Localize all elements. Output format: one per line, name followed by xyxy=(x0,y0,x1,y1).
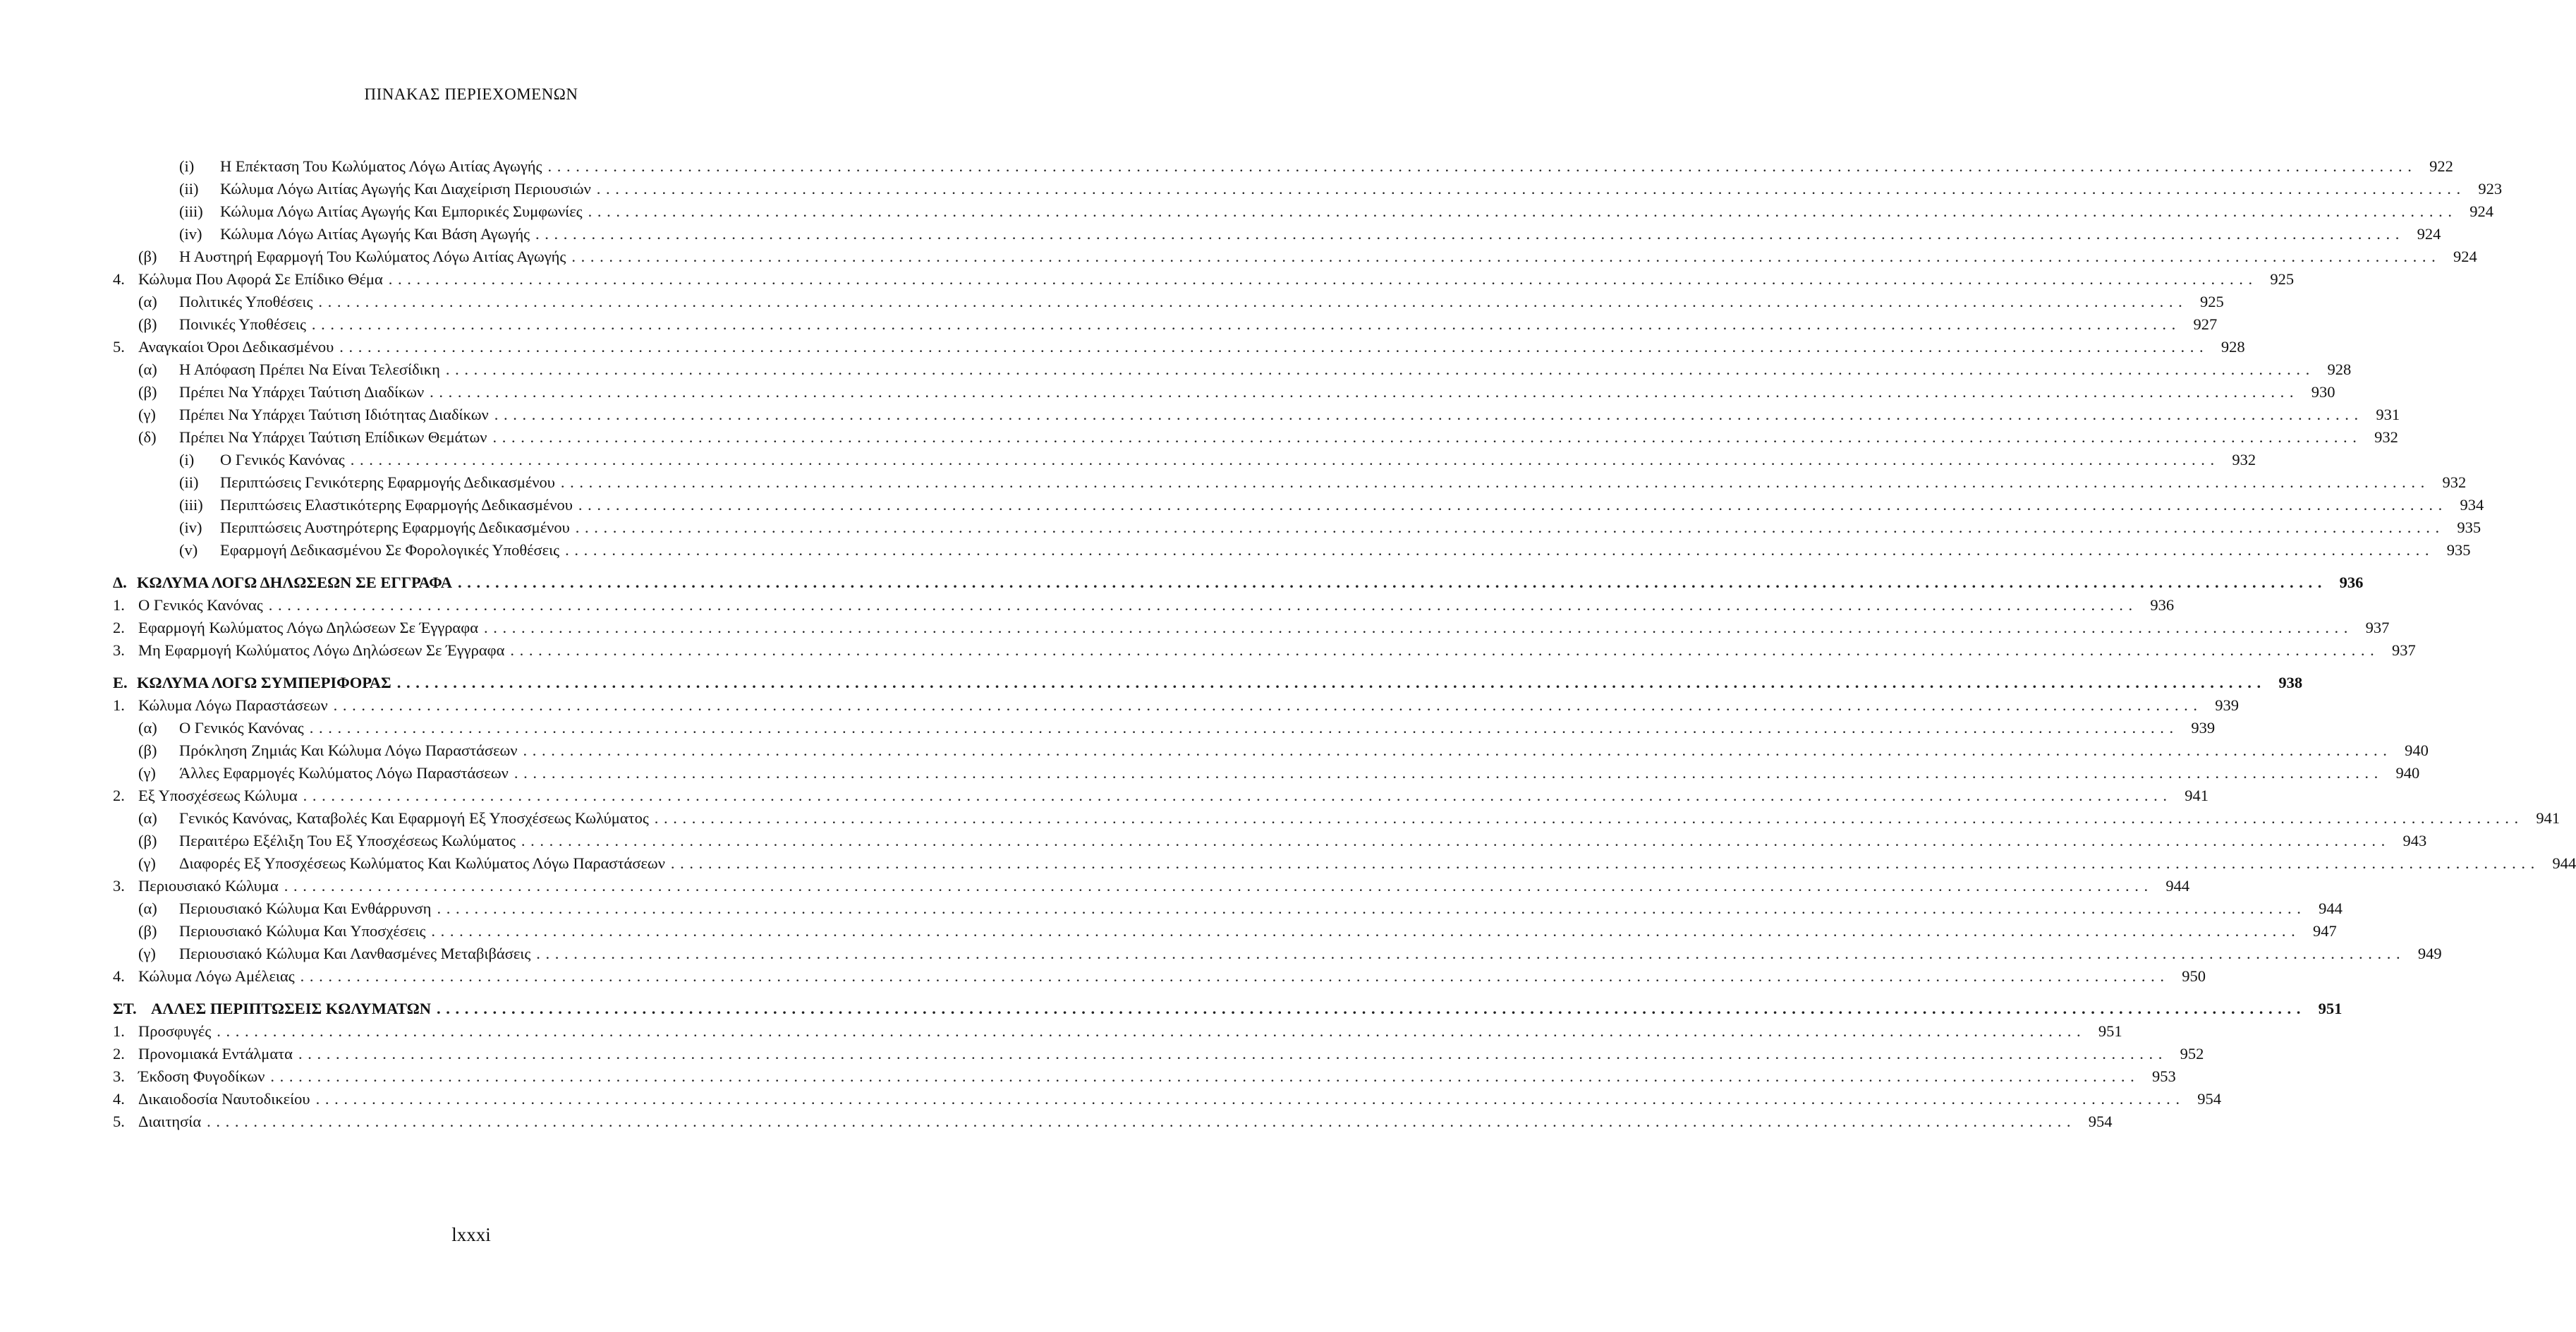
toc-entry xyxy=(113,291,2224,313)
dot-leader: . . . . . . . . . . . . . . . . . . . . . . . . . . . . . . . . . . . . . . . . . . . . . . . . . . . . . . . . . . . . . . . . . . . . . . . . . . . . . . . . . . . . . . . . . . . . . . . . . . . . . . . . . . . . . . . . . . . . . . . . . . . . . . . . . . . . . . . . . . . . . . . . . . . . . . . . . . . . . . . . . . . . . . . . . . . . . . . . . . . . . . . . . . . . . . . . . . . . . . . . xyxy=(492,428,2357,446)
toc-entry-title: Περαιτέρω Εξέλιξη Του Εξ Υποσχέσεως Κωλύματος xyxy=(179,832,516,849)
toc-entry-number: (β) xyxy=(138,741,157,759)
dot-leader: . . . . . . . . . . . . . . . . . . . . . . . . . . . . . . . . . . . . . . . . . . . . . . . . . . . . . . . . . . . . . . . . . . . . . . . . . . . . . . . . . . . . . . . . . . . . . . . . . . . . . . . . . . . . . . . . . . . . . . . . . . . . . . . . . . . . . . . . . . . . . . . . . . . . . . . . . . . . . . . . . . . . . . . . . . . . . . . . . . . . . . . . . . . . . . . . . . . . . . . . xyxy=(339,338,2204,356)
dot-leader: . . . . . . . . . . . . . . . . . . . . . . . . . . . . . . . . . . . . . . . . . . . . . . . . . . . . . . . . . . . . . . . . . . . . . . . . . . . . . . . . . . . . . . . . . . . . . . . . . . . . . . . . . . . . . . . . . . . . . . . . . . . . . . . . . . . . . . . . . . . . . . . . . . . . . . . . . . . . . . . . . . . . . . . . . . . . . . . . . . . . . . . . . . . . . . . . . . . . . . . . xyxy=(445,361,2311,378)
toc-entry-title: Εφαρμογή Κωλύματος Λόγω Δηλώσεων Σε Έγγραφα xyxy=(138,619,478,636)
toc-entry-page: 937 xyxy=(2392,641,2416,659)
toc-entry-number: 3. xyxy=(113,641,125,659)
toc-entry-page: 934 xyxy=(2460,496,2484,514)
toc-entry-title: Κώλυμα Λόγω Αιτίας Αγωγής Και Βάση Αγωγής xyxy=(220,225,530,243)
toc-entry-page: 949 xyxy=(2417,945,2442,962)
toc-entry-number: 5. xyxy=(113,1113,125,1130)
toc-entry-number: 1. xyxy=(113,1022,125,1040)
toc-entry xyxy=(113,155,2453,178)
dot-leader: . . . . . . . . . . . . . . . . . . . . . . . . . . . . . . . . . . . . . . . . . . . . . . . . . . . . . . . . . . . . . . . . . . . . . . . . . . . . . . . . . . . . . . . . . . . . . . . . . . . . . . . . . . . . . . . . . . . . . . . . . . . . . . . . . . . . . . . . . . . . . . . . . . . . . . . . . . . . . . . . . . . . . . . . . . . . . . . . . . . . . . . . . . . . . . . . . . . . . . . . xyxy=(484,619,2349,636)
toc-entry-number: Δ. xyxy=(113,574,127,591)
toc-entry-title: Περιουσιακό Κώλυμα xyxy=(138,877,279,895)
toc-entry-number: (β) xyxy=(138,383,157,401)
toc-entry-page: 944 xyxy=(2165,877,2190,895)
toc-entry-number: (α) xyxy=(138,809,157,827)
toc-entry-title: Περιουσιακό Κώλυμα Και Ενθάρρυνση xyxy=(179,900,432,917)
toc-entry-number: (γ) xyxy=(138,945,156,962)
toc-entry-number: (v) xyxy=(179,541,198,559)
dot-leader: . . . . . . . . . . . . . . . . . . . . . . . . . . . . . . . . . . . . . . . . . . . . . . . . . . . . . . . . . . . . . . . . . . . . . . . . . . . . . . . . . . . . . . . . . . . . . . . . . . . . . . . . . . . . . . . . . . . . . . . . . . . . . . . . . . . . . . . . . . . . . . . . . . . . . . . . . . . . . . . . . . . . . . . . . . . . . . . . . . . . . . . . . . . . . . . . . . . . . . . . xyxy=(350,451,2216,468)
toc-entry-number: (iv) xyxy=(179,519,202,536)
toc-entry-page: 947 xyxy=(2313,922,2337,940)
toc-entry-title: Εξ Υποσχέσεως Κώλυμα xyxy=(138,787,298,804)
toc-entry-title: Εφαρμογή Δεδικασμένου Σε Φορολογικές Υποθέσεις xyxy=(220,541,560,559)
toc-entry-number: (iii) xyxy=(179,496,203,514)
toc-entry-page: 936 xyxy=(2150,596,2175,614)
toc-entry-number: Ε. xyxy=(113,674,128,691)
dot-leader: . . . . . . . . . . . . . . . . . . . . . . . . . . . . . . . . . . . . . . . . . . . . . . . . . . . . . . . . . . . . . . . . . . . . . . . . . . . . . . . . . . . . . . . . . . . . . . . . . . . . . . . . . . . . . . . . . . . . . . . . . . . . . . . . . . . . . . . . . . . . . . . . . . . . . . . . . . . . . . . . . . . . . . . . . . . . . . . . . . . . . . . . . . . . . . . . . . . . . . . . xyxy=(318,293,2183,310)
dot-leader: . . . . . . . . . . . . . . . . . . . . . . . . . . . . . . . . . . . . . . . . . . . . . . . . . . . . . . . . . . . . . . . . . . . . . . . . . . . . . . . . . . . . . . . . . . . . . . . . . . . . . . . . . . . . . . . . . . . . . . . . . . . . . . . . . . . . . . . . . . . . . . . . . . . . . . . . . . . . . . . . . . . . . . . . . . . . . . . . . . . . . . . . . . . . . . . . . . . . . . . . xyxy=(300,967,2165,985)
toc-entry xyxy=(113,178,2503,200)
toc-entry-title: Κώλυμα Λόγω Αιτίας Αγωγής Και Εμπορικές Συμφωνίες xyxy=(220,202,583,220)
toc-entry-title: Κώλυμα Λόγω Παραστάσεων xyxy=(138,696,328,714)
table-of-contents xyxy=(113,155,2576,1133)
toc-entry-number: (ii) xyxy=(179,180,199,198)
dot-leader: . . . . . . . . . . . . . . . . . . . . . . . . . . . . . . . . . . . . . . . . . . . . . . . . . . . . . . . . . . . . . . . . . . . . . . . . . . . . . . . . . . . . . . . . . . . . . . . . . . . . . . . . . . . . . . . . . . . . . . . . . . . . . . . . . . . . . . . . . . . . . . . . . . . . . . . . . . . . . . . . . . . . . . . . . . . . . . . . . . . . . . . . . . . . . . . . . . . . . . . . xyxy=(315,1090,2180,1108)
dot-leader: . . . . . . . . . . . . . . . . . . . . . . . . . . . . . . . . . . . . . . . . . . . . . . . . . . . . . . . . . . . . . . . . . . . . . . . . . . . . . . . . . . . . . . . . . . . . . . . . . . . . . . . . . . . . . . . . . . . . . . . . . . . . . . . . . . . . . . . . . . . . . . . . . . . . . . . . . . . . . . . . . . . . . . . . . . . . . . . . . . . . . . . . . . . . . . . . . . . . . . . . xyxy=(535,225,2400,243)
dot-leader: . . . . . . . . . . . . . . . . . . . . . . . . . . . . . . . . . . . . . . . . . . . . . . . . . . . . . . . . . . . . . . . . . . . . . . . . . . . . . . . . . . . . . . . . . . . . . . . . . . . . . . . . . . . . . . . . . . . . . . . . . . . . . . . . . . . . . . . . . . . . . . . . . . . . . . . . . . . . . . . . . . . . . . . . . . . . . . . . . . . . . . . . . . . . . . . . . . . . . . . . xyxy=(670,854,2536,872)
toc-entry xyxy=(113,358,2352,381)
dot-leader: . . . . . . . . . . . . . . . . . . . . . . . . . . . . . . . . . . . . . . . . . . . . . . . . . . . . . . . . . . . . . . . . . . . . . . . . . . . . . . . . . . . . . . . . . . . . . . . . . . . . . . . . . . . . . . . . . . . . . . . . . . . . . . . . . . . . . . . . . . . . . . . . . . . . . . . . . . . . . . . . . . . . . . . . . . . . . . . . . . . . . . . . . . . . . . . . . . . . . . . . xyxy=(431,922,2296,940)
toc-entry-title: Πρέπει Να Υπάρχει Ταύτιση Διαδίκων xyxy=(179,383,425,401)
toc-entry xyxy=(113,1110,2113,1133)
toc-entry xyxy=(113,426,2398,449)
toc-entry-title: Περιπτώσεις Αυστηρότερης Εφαρμογής Δεδικασμένου xyxy=(220,519,570,536)
toc-entry-number: 4. xyxy=(113,270,125,288)
toc-entry-page: 924 xyxy=(2469,202,2493,220)
toc-entry-number: (γ) xyxy=(138,854,156,872)
toc-entry-number: 1. xyxy=(113,696,125,714)
toc-entry-page: 932 xyxy=(2442,473,2467,491)
toc-section-heading xyxy=(113,672,2303,694)
toc-entry-title: Κώλυμα Λόγω Αιτίας Αγωγής Και Διαχείριση Περιουσιών xyxy=(220,180,591,198)
toc-entry xyxy=(113,639,2416,662)
toc-entry-page: 943 xyxy=(2402,832,2427,849)
toc-entry-number: (β) xyxy=(138,248,157,265)
toc-entry-page: 935 xyxy=(2457,519,2481,536)
toc-entry-page: 928 xyxy=(2327,361,2352,378)
toc-entry-page: 950 xyxy=(2182,967,2206,985)
toc-entry-number: 2. xyxy=(113,787,125,804)
toc-entry-number: 3. xyxy=(113,1067,125,1085)
toc-entry-page: 951 xyxy=(2318,1000,2343,1017)
toc-entry xyxy=(113,830,2427,852)
dot-leader: . . . . . . . . . . . . . . . . . . . . . . . . . . . . . . . . . . . . . . . . . . . . . . . . . . . . . . . . . . . . . . . . . . . . . . . . . . . . . . . . . . . . . . . . . . . . . . . . . . . . . . . . . . . . . . . . . . . . . . . . . . . . . . . . . . . . . . . . . . . . . . . . . . . . . . . . . . . . . . . . . . . . . . . . . . . . . . . . . . . . . . . . . . . . . . . . . . . . . . . . xyxy=(458,574,2323,591)
toc-entry xyxy=(113,965,2206,988)
toc-entry-page: 936 xyxy=(2339,574,2364,591)
toc-entry-title: Ο Γενικός Κανόνας xyxy=(220,451,345,468)
toc-entry xyxy=(113,717,2216,739)
toc-entry-page: 953 xyxy=(2152,1067,2176,1085)
toc-entry-number: (α) xyxy=(138,293,157,310)
toc-entry-number: (γ) xyxy=(138,406,156,423)
toc-entry-title: Διαφορές Εξ Υποσχέσεως Κωλύματος Και Κωλύματος Λόγω Παραστάσεων xyxy=(179,854,665,872)
toc-entry-number: (β) xyxy=(138,315,157,333)
toc-entry-title: Πρέπει Να Υπάρχει Ταύτιση Επίδικων Θεμάτων xyxy=(179,428,487,446)
toc-entry-title: ΚΩΛΥΜΑ ΛΟΓΩ ΣΥΜΠΕΡΙΦΟΡΑΣ xyxy=(137,674,391,691)
dot-leader: . . . . . . . . . . . . . . . . . . . . . . . . . . . . . . . . . . . . . . . . . . . . . . . . . . . . . . . . . . . . . . . . . . . . . . . . . . . . . . . . . . . . . . . . . . . . . . . . . . . . . . . . . . . . . . . . . . . . . . . . . . . . . . . . . . . . . . . . . . . . . . . . . . . . . . . . . . . . . . . . . . . . . . . . . . . . . . . . . . . . . . . . . . . . . . . . . . . . . . . . xyxy=(588,202,2453,220)
toc-entry-number: (i) xyxy=(179,451,195,468)
dot-leader: . . . . . . . . . . . . . . . . . . . . . . . . . . . . . . . . . . . . . . . . . . . . . . . . . . . . . . . . . . . . . . . . . . . . . . . . . . . . . . . . . . . . . . . . . . . . . . . . . . . . . . . . . . . . . . . . . . . . . . . . . . . . . . . . . . . . . . . . . . . . . . . . . . . . . . . . . . . . . . . . . . . . . . . . . . . . . . . . . . . . . . . . . . . . . . . . . . . . . . . . xyxy=(217,1022,2082,1040)
toc-entry-title: Πρέπει Να Υπάρχει Ταύτιση Ιδιότητας Διαδίκων xyxy=(179,406,489,423)
dot-leader: . . . . . . . . . . . . . . . . . . . . . . . . . . . . . . . . . . . . . . . . . . . . . . . . . . . . . . . . . . . . . . . . . . . . . . . . . . . . . . . . . . . . . . . . . . . . . . . . . . . . . . . . . . . . . . . . . . . . . . . . . . . . . . . . . . . . . . . . . . . . . . . . . . . . . . . . . . . . . . . . . . . . . . . . . . . . . . . . . . . . . . . . . . . . . . . . . . . . . . . . xyxy=(333,696,2198,714)
toc-entry-number: (iii) xyxy=(179,202,203,220)
toc-entry-page: 925 xyxy=(2270,270,2295,288)
dot-leader: . . . . . . . . . . . . . . . . . . . . . . . . . . . . . . . . . . . . . . . . . . . . . . . . . . . . . . . . . . . . . . . . . . . . . . . . . . . . . . . . . . . . . . . . . . . . . . . . . . . . . . . . . . . . . . . . . . . . . . . . . . . . . . . . . . . . . . . . . . . . . . . . . . . . . . . . . . . . . . . . . . . . . . . . . . . . . . . . . . . . . . . . . . . . . . . . . . . . . . . . xyxy=(268,596,2134,614)
toc-entry-page: 944 xyxy=(2552,854,2576,872)
dot-leader: . . . . . . . . . . . . . . . . . . . . . . . . . . . . . . . . . . . . . . . . . . . . . . . . . . . . . . . . . . . . . . . . . . . . . . . . . . . . . . . . . . . . . . . . . . . . . . . . . . . . . . . . . . . . . . . . . . . . . . . . . . . . . . . . . . . . . . . . . . . . . . . . . . . . . . . . . . . . . . . . . . . . . . . . . . . . . . . . . . . . . . . . . . . . . . . . . . . . . . . . xyxy=(536,945,2401,962)
toc-entry-title: Διαιτησία xyxy=(138,1113,202,1130)
toc-entry-page: 932 xyxy=(2232,451,2256,468)
toc-entry-title: Πρόκληση Ζημιάς Και Κώλυμα Λόγω Παραστάσεων xyxy=(179,741,518,759)
toc-entry-page: 935 xyxy=(2446,541,2471,559)
toc-entry xyxy=(113,1020,2122,1043)
page-title: ΠΙΝΑΚΑΣ ΠΕΡΙΕΧΟΜΕΝΩΝ xyxy=(364,85,578,103)
toc-entry-page: 924 xyxy=(2453,248,2477,265)
toc-entry-number: 5. xyxy=(113,338,125,356)
toc-entry-number: 2. xyxy=(113,1045,125,1062)
toc-entry-number: 4. xyxy=(113,1090,125,1108)
dot-leader: . . . . . . . . . . . . . . . . . . . . . . . . . . . . . . . . . . . . . . . . . . . . . . . . . . . . . . . . . . . . . . . . . . . . . . . . . . . . . . . . . . . . . . . . . . . . . . . . . . . . . . . . . . . . . . . . . . . . . . . . . . . . . . . . . . . . . . . . . . . . . . . . . . . . . . . . . . . . . . . . . . . . . . . . . . . . . . . . . . . . . . . . . . . . . . . . . . . . . . . . xyxy=(596,180,2462,198)
toc-entry-title: Μη Εφαρμογή Κωλύματος Λόγω Δηλώσεων Σε Έγγραφα xyxy=(138,641,505,659)
toc-entry-page: 928 xyxy=(2220,338,2245,356)
toc-entry xyxy=(113,694,2239,717)
toc-entry xyxy=(113,494,2484,516)
dot-leader: . . . . . . . . . . . . . . . . . . . . . . . . . . . . . . . . . . . . . . . . . . . . . . . . . . . . . . . . . . . . . . . . . . . . . . . . . . . . . . . . . . . . . . . . . . . . . . . . . . . . . . . . . . . . . . . . . . . . . . . . . . . . . . . . . . . . . . . . . . . . . . . . . . . . . . . . . . . . . . . . . . . . . . . . . . . . . . . . . . . . . . . . . . . . . . . . . . . . . . . . xyxy=(298,1045,2163,1062)
toc-entry-title: Περιπτώσεις Ελαστικότερης Εφαρμογής Δεδικασμένου xyxy=(220,496,573,514)
toc-entry-number: 4. xyxy=(113,967,125,985)
toc-entry-number: (α) xyxy=(138,719,157,737)
toc-entry xyxy=(113,471,2467,494)
toc-entry xyxy=(113,785,2209,807)
toc-entry-number: ΣΤ. xyxy=(113,1000,137,1017)
toc-entry xyxy=(113,875,2190,897)
dot-leader: . . . . . . . . . . . . . . . . . . . . . . . . . . . . . . . . . . . . . . . . . . . . . . . . . . . . . . . . . . . . . . . . . . . . . . . . . . . . . . . . . . . . . . . . . . . . . . . . . . . . . . . . . . . . . . . . . . . . . . . . . . . . . . . . . . . . . . . . . . . . . . . . . . . . . . . . . . . . . . . . . . . . . . . . . . . . . . . . . . . . . . . . . . . . . . . . . . . . . . . . xyxy=(565,541,2430,559)
toc-entry xyxy=(113,381,2335,404)
dot-leader: . . . . . . . . . . . . . . . . . . . . . . . . . . . . . . . . . . . . . . . . . . . . . . . . . . . . . . . . . . . . . . . . . . . . . . . . . . . . . . . . . . . . . . . . . . . . . . . . . . . . . . . . . . . . . . . . . . . . . . . . . . . . . . . . . . . . . . . . . . . . . . . . . . . . . . . . . . . . . . . . . . . . . . . . . . . . . . . . . . . . . . . . . . . . . . . . . . . . . . . . xyxy=(396,674,2262,691)
dot-leader: . . . . . . . . . . . . . . . . . . . . . . . . . . . . . . . . . . . . . . . . . . . . . . . . . . . . . . . . . . . . . . . . . . . . . . . . . . . . . . . . . . . . . . . . . . . . . . . . . . . . . . . . . . . . . . . . . . . . . . . . . . . . . . . . . . . . . . . . . . . . . . . . . . . . . . . . . . . . . . . . . . . . . . . . . . . . . . . . . . . . . . . . . . . . . . . . . . . . . . . . xyxy=(303,787,2168,804)
toc-entry xyxy=(113,943,2442,965)
toc-entry-page: 930 xyxy=(2311,383,2335,401)
toc-entry xyxy=(113,516,2481,539)
toc-entry-title: Γενικός Κανόνας, Καταβολές Και Εφαρμογή Εξ Υποσχέσεως Κωλύματος xyxy=(179,809,649,827)
toc-entry-title: Ο Γενικός Κανόνας xyxy=(179,719,304,737)
toc-entry-title: Η Αυστηρή Εφαρμογή Του Κωλύματος Λόγω Αιτίας Αγωγής xyxy=(179,248,566,265)
toc-entry-number: 3. xyxy=(113,877,125,895)
toc-entry-page: 940 xyxy=(2405,741,2429,759)
toc-entry-number: (γ) xyxy=(138,764,156,782)
toc-entry xyxy=(113,1065,2176,1088)
toc-entry-page: 937 xyxy=(2365,619,2390,636)
toc-entry-page: 939 xyxy=(2215,696,2239,714)
toc-entry xyxy=(113,617,2390,639)
toc-entry-title: Περιπτώσεις Γενικότερης Εφαρμογής Δεδικασμένου xyxy=(220,473,555,491)
toc-entry-page: 954 xyxy=(2197,1090,2221,1108)
toc-entry-title: Ο Γενικός Κανόνας xyxy=(138,596,263,614)
toc-entry xyxy=(113,246,2477,268)
toc-entry xyxy=(113,539,2471,562)
toc-entry-title: Περιουσιακό Κώλυμα Και Υποσχέσεις xyxy=(179,922,426,940)
toc-entry-number: (δ) xyxy=(138,428,157,446)
dot-leader: . . . . . . . . . . . . . . . . . . . . . . . . . . . . . . . . . . . . . . . . . . . . . . . . . . . . . . . . . . . . . . . . . . . . . . . . . . . . . . . . . . . . . . . . . . . . . . . . . . . . . . . . . . . . . . . . . . . . . . . . . . . . . . . . . . . . . . . . . . . . . . . . . . . . . . . . . . . . . . . . . . . . . . . . . . . . . . . . . . . . . . . . . . . . . . . . . . . . . . . . xyxy=(578,496,2443,514)
toc-entry-page: 927 xyxy=(2193,315,2218,333)
toc-entry-page: 951 xyxy=(2098,1022,2122,1040)
page-number: lxxxi xyxy=(451,1224,491,1245)
toc-section-heading xyxy=(113,998,2343,1020)
toc-entry xyxy=(113,852,2576,875)
toc-entry xyxy=(113,594,2175,617)
toc-entry-number: (β) xyxy=(138,922,157,940)
dot-leader: . . . . . . . . . . . . . . . . . . . . . . . . . . . . . . . . . . . . . . . . . . . . . . . . . . . . . . . . . . . . . . . . . . . . . . . . . . . . . . . . . . . . . . . . . . . . . . . . . . . . . . . . . . . . . . . . . . . . . . . . . . . . . . . . . . . . . . . . . . . . . . . . . . . . . . . . . . . . . . . . . . . . . . . . . . . . . . . . . . . . . . . . . . . . . . . . . . . . . . . . xyxy=(547,157,2412,175)
dot-leader: . . . . . . . . . . . . . . . . . . . . . . . . . . . . . . . . . . . . . . . . . . . . . . . . . . . . . . . . . . . . . . . . . . . . . . . . . . . . . . . . . . . . . . . . . . . . . . . . . . . . . . . . . . . . . . . . . . . . . . . . . . . . . . . . . . . . . . . . . . . . . . . . . . . . . . . . . . . . . . . . . . . . . . . . . . . . . . . . . . . . . . . . . . . . . . . . . . . . . . . . xyxy=(523,741,2388,759)
toc-entry-page: 931 xyxy=(2376,406,2400,423)
toc-entry-page: 944 xyxy=(2319,900,2343,917)
dot-leader: . . . . . . . . . . . . . . . . . . . . . . . . . . . . . . . . . . . . . . . . . . . . . . . . . . . . . . . . . . . . . . . . . . . . . . . . . . . . . . . . . . . . . . . . . . . . . . . . . . . . . . . . . . . . . . . . . . . . . . . . . . . . . . . . . . . . . . . . . . . . . . . . . . . . . . . . . . . . . . . . . . . . . . . . . . . . . . . . . . . . . . . . . . . . . . . . . . . . . . . . xyxy=(388,270,2254,288)
toc-entry-title: Προνομιακά Εντάλματα xyxy=(138,1045,293,1062)
toc-entry-number: (α) xyxy=(138,900,157,917)
toc-entry-page: 922 xyxy=(2429,157,2453,175)
toc-entry-number: 2. xyxy=(113,619,125,636)
toc-entry xyxy=(113,404,2400,426)
toc-entry xyxy=(113,336,2245,358)
toc-section-heading xyxy=(113,571,2364,594)
toc-entry-page: 924 xyxy=(2417,225,2441,243)
toc-entry-number: (α) xyxy=(138,361,157,378)
toc-entry-page: 938 xyxy=(2278,674,2303,691)
toc-entry-title: Ποινικές Υποθέσεις xyxy=(179,315,306,333)
dot-leader: . . . . . . . . . . . . . . . . . . . . . . . . . . . . . . . . . . . . . . . . . . . . . . . . . . . . . . . . . . . . . . . . . . . . . . . . . . . . . . . . . . . . . . . . . . . . . . . . . . . . . . . . . . . . . . . . . . . . . . . . . . . . . . . . . . . . . . . . . . . . . . . . . . . . . . . . . . . . . . . . . . . . . . . . . . . . . . . . . . . . . . . . . . . . . . . . . . . . . . . . xyxy=(514,764,2379,782)
toc-entry-page: 941 xyxy=(2536,809,2560,827)
toc-entry-title: Κώλυμα Λόγω Αμέλειας xyxy=(138,967,295,985)
toc-entry-title: Η Απόφαση Πρέπει Να Είναι Τελεσίδικη xyxy=(179,361,440,378)
toc-entry-page: 954 xyxy=(2088,1113,2113,1130)
dot-leader: . . . . . . . . . . . . . . . . . . . . . . . . . . . . . . . . . . . . . . . . . . . . . . . . . . . . . . . . . . . . . . . . . . . . . . . . . . . . . . . . . . . . . . . . . . . . . . . . . . . . . . . . . . . . . . . . . . . . . . . . . . . . . . . . . . . . . . . . . . . . . . . . . . . . . . . . . . . . . . . . . . . . . . . . . . . . . . . . . . . . . . . . . . . . . . . . . . . . . . . . xyxy=(284,877,2149,895)
toc-entry-title: Αναγκαίοι Όροι Δεδικασμένου xyxy=(138,338,334,356)
toc-entry-page: 932 xyxy=(2374,428,2398,446)
dot-leader: . . . . . . . . . . . . . . . . . . . . . . . . . . . . . . . . . . . . . . . . . . . . . . . . . . . . . . . . . . . . . . . . . . . . . . . . . . . . . . . . . . . . . . . . . . . . . . . . . . . . . . . . . . . . . . . . . . . . . . . . . . . . . . . . . . . . . . . . . . . . . . . . . . . . . . . . . . . . . . . . . . . . . . . . . . . . . . . . . . . . . . . . . . . . . . . . . . . . . . . . xyxy=(270,1067,2135,1085)
dot-leader: . . . . . . . . . . . . . . . . . . . . . . . . . . . . . . . . . . . . . . . . . . . . . . . . . . . . . . . . . . . . . . . . . . . . . . . . . . . . . . . . . . . . . . . . . . . . . . . . . . . . . . . . . . . . . . . . . . . . . . . . . . . . . . . . . . . . . . . . . . . . . . . . . . . . . . . . . . . . . . . . . . . . . . . . . . . . . . . . . . . . . . . . . . . . . . . . . . . . . . . . xyxy=(575,519,2441,536)
dot-leader: . . . . . . . . . . . . . . . . . . . . . . . . . . . . . . . . . . . . . . . . . . . . . . . . . . . . . . . . . . . . . . . . . . . . . . . . . . . . . . . . . . . . . . . . . . . . . . . . . . . . . . . . . . . . . . . . . . . . . . . . . . . . . . . . . . . . . . . . . . . . . . . . . . . . . . . . . . . . . . . . . . . . . . . . . . . . . . . . . . . . . . . . . . . . . . . . . . . . . . . . xyxy=(494,406,2359,423)
dot-leader: . . . . . . . . . . . . . . . . . . . . . . . . . . . . . . . . . . . . . . . . . . . . . . . . . . . . . . . . . . . . . . . . . . . . . . . . . . . . . . . . . . . . . . . . . . . . . . . . . . . . . . . . . . . . . . . . . . . . . . . . . . . . . . . . . . . . . . . . . . . . . . . . . . . . . . . . . . . . . . . . . . . . . . . . . . . . . . . . . . . . . . . . . . . . . . . . . . . . . . . . xyxy=(521,832,2386,849)
toc-entry xyxy=(113,1088,2221,1110)
dot-leader: . . . . . . . . . . . . . . . . . . . . . . . . . . . . . . . . . . . . . . . . . . . . . . . . . . . . . . . . . . . . . . . . . . . . . . . . . . . . . . . . . . . . . . . . . . . . . . . . . . . . . . . . . . . . . . . . . . . . . . . . . . . . . . . . . . . . . . . . . . . . . . . . . . . . . . . . . . . . . . . . . . . . . . . . . . . . . . . . . . . . . . . . . . . . . . . . . . . . . . . . xyxy=(430,383,2295,401)
toc-entry-title: Έκδοση Φυγοδίκων xyxy=(138,1067,265,1085)
toc-entry-title: ΑΛΛΕΣ ΠΕΡΙΠΤΩΣΕΙΣ ΚΩΛΥΜΑΤΩΝ xyxy=(151,1000,431,1017)
toc-entry xyxy=(113,313,2218,336)
toc-entry xyxy=(113,739,2429,762)
toc-entry-page: 925 xyxy=(2200,293,2224,310)
dot-leader: . . . . . . . . . . . . . . . . . . . . . . . . . . . . . . . . . . . . . . . . . . . . . . . . . . . . . . . . . . . . . . . . . . . . . . . . . . . . . . . . . . . . . . . . . . . . . . . . . . . . . . . . . . . . . . . . . . . . . . . . . . . . . . . . . . . . . . . . . . . . . . . . . . . . . . . . . . . . . . . . . . . . . . . . . . . . . . . . . . . . . . . . . . . . . . . . . . . . . . . . xyxy=(654,809,2520,827)
toc-entry xyxy=(113,449,2256,471)
toc-entry-page: 923 xyxy=(2478,180,2503,198)
toc-entry-title: Δικαιοδοσία Ναυτοδικείου xyxy=(138,1090,310,1108)
toc-entry xyxy=(113,223,2441,246)
toc-entry xyxy=(113,920,2337,943)
toc-entry xyxy=(113,807,2560,830)
toc-entry-page: 941 xyxy=(2185,787,2209,804)
toc-entry-title: Περιουσιακό Κώλυμα Και Λανθασμένες Μεταβιβάσεις xyxy=(179,945,531,962)
toc-entry-number: (β) xyxy=(138,832,157,849)
toc-entry xyxy=(113,1043,2204,1065)
toc-entry-number: (i) xyxy=(179,157,195,175)
toc-entry-title: Άλλες Εφαρμογές Κωλύματος Λόγω Παραστάσεων xyxy=(179,764,509,782)
toc-entry-page: 939 xyxy=(2191,719,2216,737)
dot-leader: . . . . . . . . . . . . . . . . . . . . . . . . . . . . . . . . . . . . . . . . . . . . . . . . . . . . . . . . . . . . . . . . . . . . . . . . . . . . . . . . . . . . . . . . . . . . . . . . . . . . . . . . . . . . . . . . . . . . . . . . . . . . . . . . . . . . . . . . . . . . . . . . . . . . . . . . . . . . . . . . . . . . . . . . . . . . . . . . . . . . . . . . . . . . . . . . . . . . . . . . xyxy=(510,641,2375,659)
toc-entry-title: Η Επέκταση Του Κωλύματος Λόγω Αιτίας Αγωγής xyxy=(220,157,542,175)
toc-entry-page: 940 xyxy=(2395,764,2420,782)
dot-leader: . . . . . . . . . . . . . . . . . . . . . . . . . . . . . . . . . . . . . . . . . . . . . . . . . . . . . . . . . . . . . . . . . . . . . . . . . . . . . . . . . . . . . . . . . . . . . . . . . . . . . . . . . . . . . . . . . . . . . . . . . . . . . . . . . . . . . . . . . . . . . . . . . . . . . . . . . . . . . . . . . . . . . . . . . . . . . . . . . . . . . . . . . . . . . . . . . . . . . . . . xyxy=(207,1113,2072,1130)
toc-entry xyxy=(113,200,2493,223)
toc-entry xyxy=(113,268,2295,291)
toc-entry-title: Κώλυμα Που Αφορά Σε Επίδικο Θέμα xyxy=(138,270,383,288)
toc-entry-title: Πολιτικές Υποθέσεις xyxy=(179,293,313,310)
toc-entry-number: (iv) xyxy=(179,225,202,243)
toc-entry-number: (ii) xyxy=(179,473,199,491)
dot-leader: . . . . . . . . . . . . . . . . . . . . . . . . . . . . . . . . . . . . . . . . . . . . . . . . . . . . . . . . . . . . . . . . . . . . . . . . . . . . . . . . . . . . . . . . . . . . . . . . . . . . . . . . . . . . . . . . . . . . . . . . . . . . . . . . . . . . . . . . . . . . . . . . . . . . . . . . . . . . . . . . . . . . . . . . . . . . . . . . . . . . . . . . . . . . . . . . . . . . . . . . xyxy=(560,473,2426,491)
dot-leader: . . . . . . . . . . . . . . . . . . . . . . . . . . . . . . . . . . . . . . . . . . . . . . . . . . . . . . . . . . . . . . . . . . . . . . . . . . . . . . . . . . . . . . . . . . . . . . . . . . . . . . . . . . . . . . . . . . . . . . . . . . . . . . . . . . . . . . . . . . . . . . . . . . . . . . . . . . . . . . . . . . . . . . . . . . . . . . . . . . . . . . . . . . . . . . . . . . . . . . . . xyxy=(571,248,2436,265)
toc-entry-number: 1. xyxy=(113,596,125,614)
dot-leader: . . . . . . . . . . . . . . . . . . . . . . . . . . . . . . . . . . . . . . . . . . . . . . . . . . . . . . . . . . . . . . . . . . . . . . . . . . . . . . . . . . . . . . . . . . . . . . . . . . . . . . . . . . . . . . . . . . . . . . . . . . . . . . . . . . . . . . . . . . . . . . . . . . . . . . . . . . . . . . . . . . . . . . . . . . . . . . . . . . . . . . . . . . . . . . . . . . . . . . . . xyxy=(309,719,2175,737)
toc-entry xyxy=(113,762,2420,785)
dot-leader: . . . . . . . . . . . . . . . . . . . . . . . . . . . . . . . . . . . . . . . . . . . . . . . . . . . . . . . . . . . . . . . . . . . . . . . . . . . . . . . . . . . . . . . . . . . . . . . . . . . . . . . . . . . . . . . . . . . . . . . . . . . . . . . . . . . . . . . . . . . . . . . . . . . . . . . . . . . . . . . . . . . . . . . . . . . . . . . . . . . . . . . . . . . . . . . . . . . . . . . . xyxy=(436,1000,2302,1017)
toc-entry xyxy=(113,897,2343,920)
toc-entry-page: 952 xyxy=(2180,1045,2204,1062)
dot-leader: . . . . . . . . . . . . . . . . . . . . . . . . . . . . . . . . . . . . . . . . . . . . . . . . . . . . . . . . . . . . . . . . . . . . . . . . . . . . . . . . . . . . . . . . . . . . . . . . . . . . . . . . . . . . . . . . . . . . . . . . . . . . . . . . . . . . . . . . . . . . . . . . . . . . . . . . . . . . . . . . . . . . . . . . . . . . . . . . . . . . . . . . . . . . . . . . . . . . . . . . xyxy=(437,900,2302,917)
toc-entry-title: Προσφυγές xyxy=(138,1022,212,1040)
toc-entry-title: ΚΩΛΥΜΑ ΛΟΓΩ ΔΗΛΩΣΕΩΝ ΣΕ ΕΓΓΡΑΦΑ xyxy=(137,574,453,591)
dot-leader: . . . . . . . . . . . . . . . . . . . . . . . . . . . . . . . . . . . . . . . . . . . . . . . . . . . . . . . . . . . . . . . . . . . . . . . . . . . . . . . . . . . . . . . . . . . . . . . . . . . . . . . . . . . . . . . . . . . . . . . . . . . . . . . . . . . . . . . . . . . . . . . . . . . . . . . . . . . . . . . . . . . . . . . . . . . . . . . . . . . . . . . . . . . . . . . . . . . . . . . . xyxy=(311,315,2177,333)
